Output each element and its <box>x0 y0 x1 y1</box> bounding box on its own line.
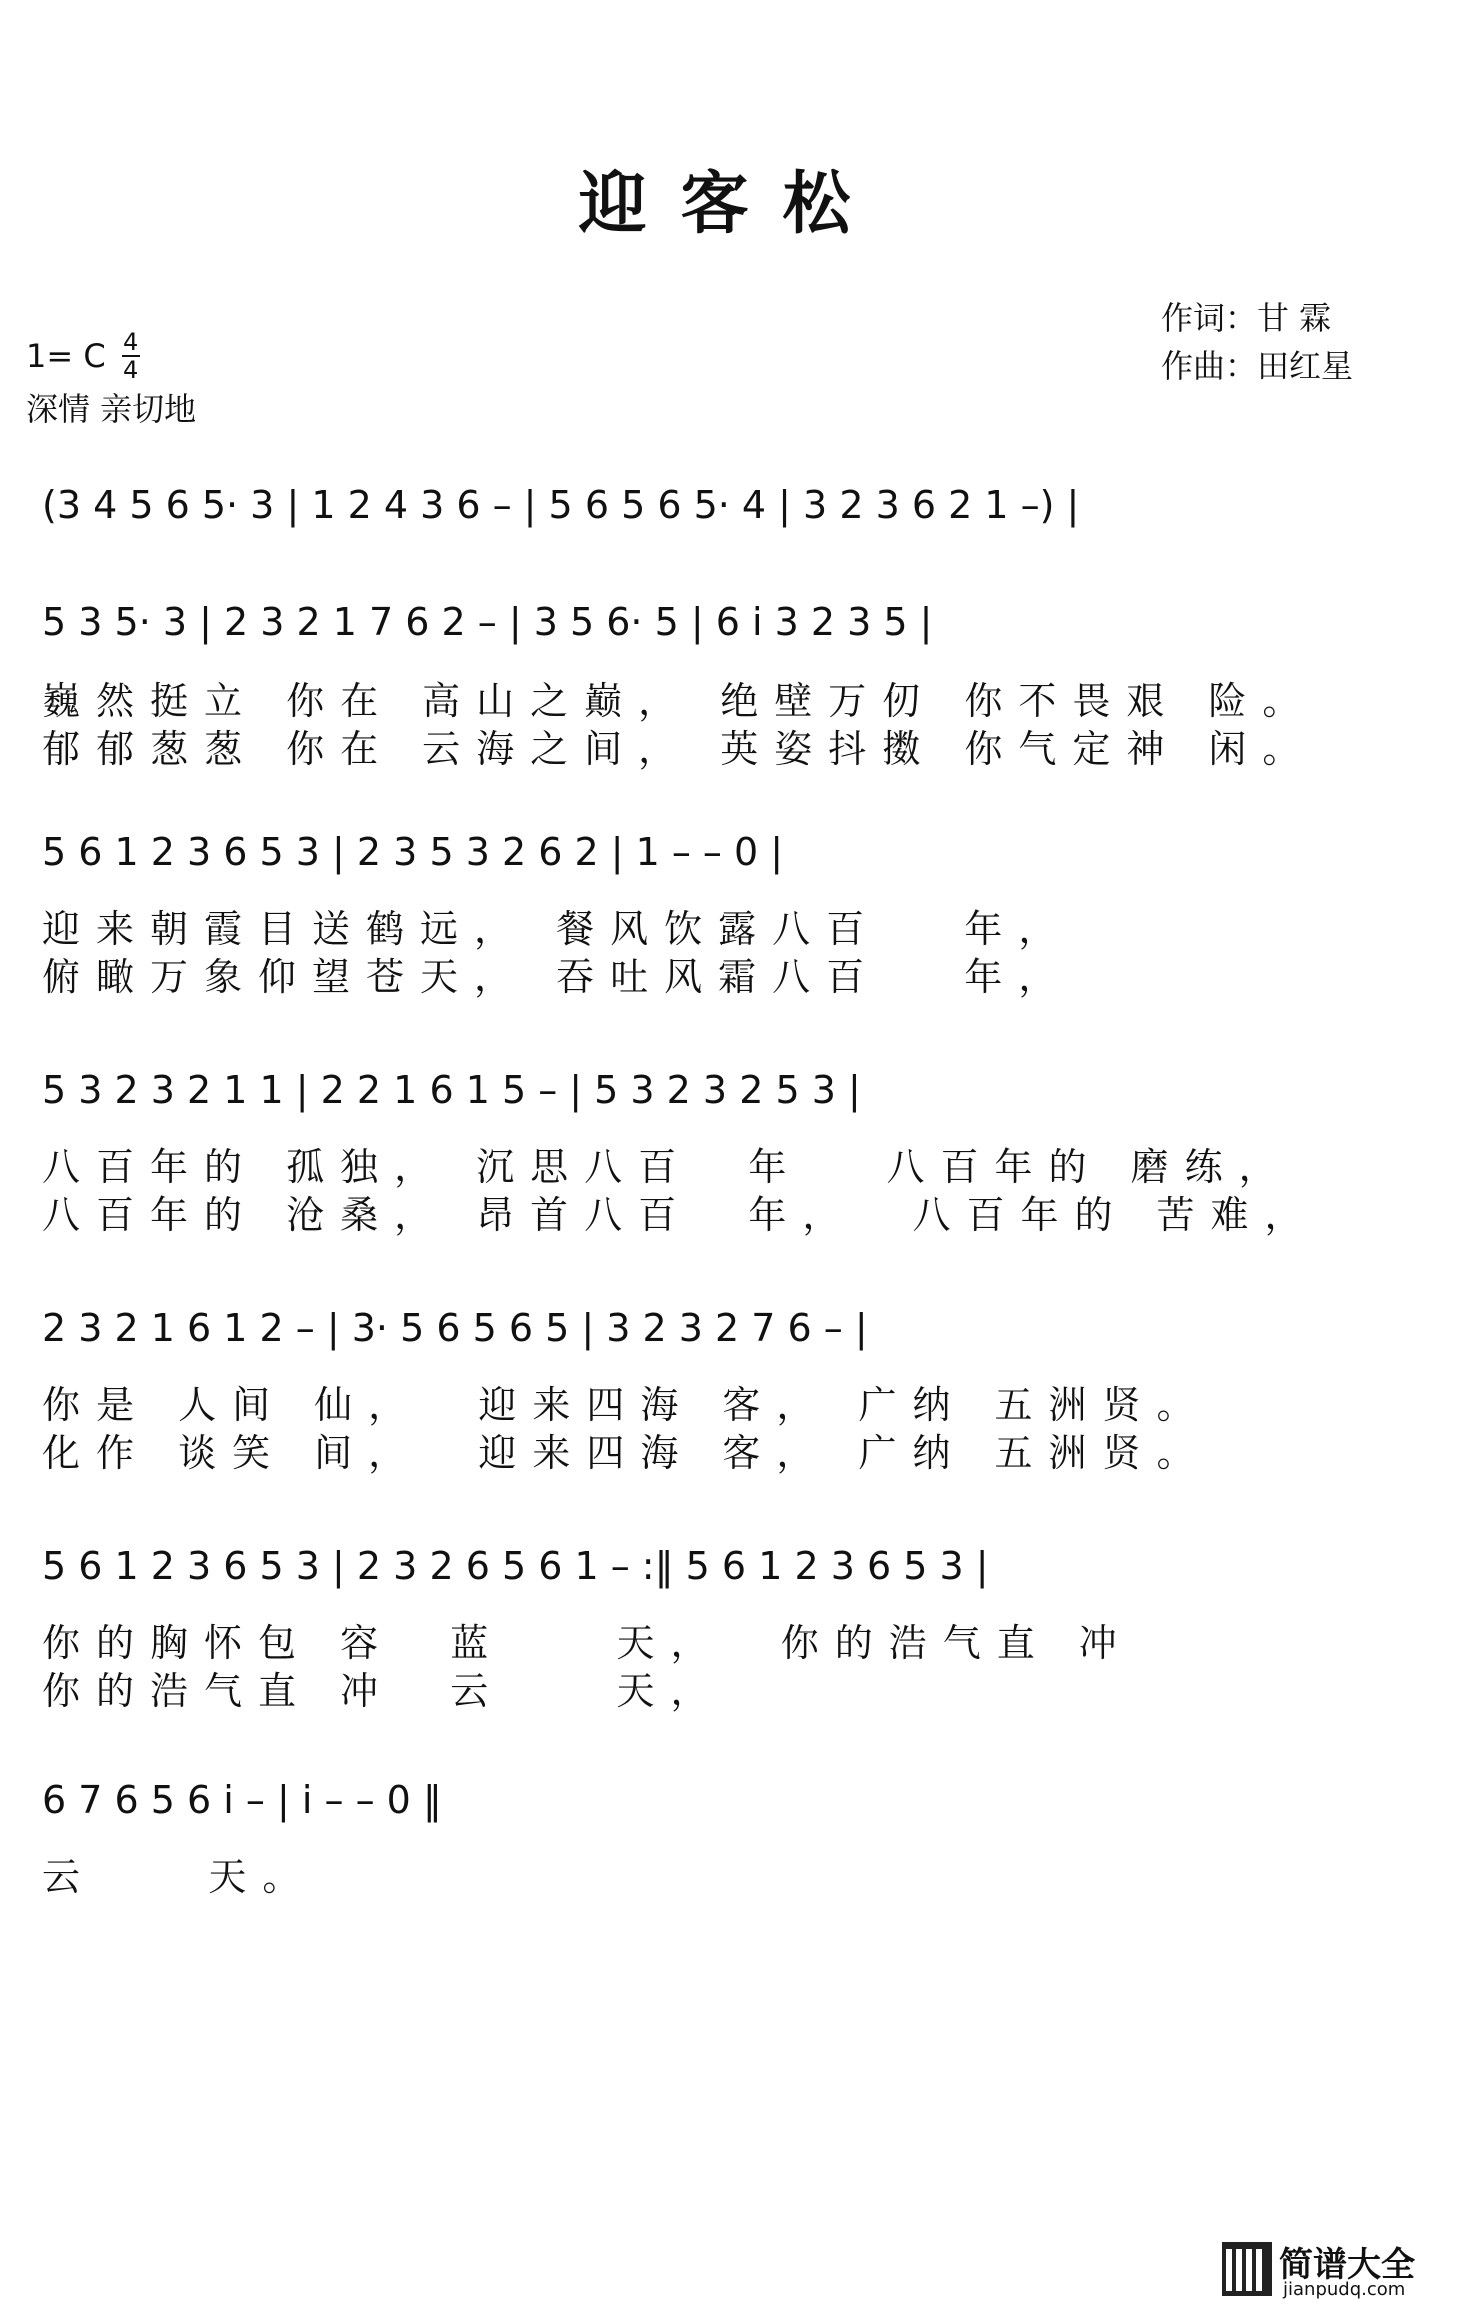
key: 1= C <box>26 337 106 375</box>
notes-line: 5 6 1 2 3 6 5 3 | 2 3 2 6 5 6 1 – :‖ 5 6 1 2 3 6 5 3 | <box>42 1544 989 1588</box>
lyrics-verse-1: 巍然挺立 你在 高山之巅， 绝壁万仞 你不畏艰 险。 <box>42 679 1317 723</box>
notes-line: 6 7 6 5 6 i – | i – – 0 ‖ <box>42 1778 442 1822</box>
lyrics-verse-2: 郁郁葱葱 你在 云海之间， 英姿抖擞 你气定神 闲。 <box>42 727 1317 771</box>
lyrics-verse-1: 迎来朝霞目送鹤远， 餐风饮露八百 年， <box>42 907 1073 951</box>
notes-line: 5 3 2 3 2 1 1 | 2 2 1 6 1 5 – | 5 3 2 3 2 5 3 | <box>42 1068 861 1112</box>
lyrics-verse-2: 八百年的 沧桑， 昂首八百 年， 八百年的 苦难， <box>42 1193 1319 1237</box>
tempo-marking: 深情 亲切地 <box>26 390 197 428</box>
key-signature <box>26 330 140 382</box>
song-title: 迎客松 <box>578 164 885 244</box>
watermark-url: jianpudq.com <box>1283 2279 1406 2300</box>
time-signature <box>122 330 140 382</box>
notes-line: 2 3 2 1 6 1 2 – | 3· 5 6 5 6 5 | 3 2 3 2 7 6 – | <box>42 1306 868 1350</box>
credits <box>1161 294 1353 390</box>
notes-line: (3 4 5 6 5· 3 | 1 2 4 3 6 – | 5 6 5 6 5· 4 | 3 2 3 6 2 1 –) | <box>42 483 1080 527</box>
lyrics-verse-1: 你的胸怀包 容 蓝 天， 你的浩气直 冲 <box>42 1621 1133 1665</box>
notes-line: 5 3 5· 3 | 2 3 2 1 7 6 2 – | 3 5 6· 5 | 6 i 3 2 3 5 | <box>42 600 933 644</box>
lyrics-verse-2: 化作 谈笑 间， 迎来四海 客， 广纳 五洲贤。 <box>42 1431 1211 1475</box>
score-system-3 <box>0 822 1463 1052</box>
time-top: 4 <box>123 328 139 356</box>
composer: 作曲：田红星 <box>1160 347 1353 385</box>
score-system-7 <box>0 1770 1463 2000</box>
lyrics-verse-2: 俯瞰万象仰望苍天， 吞吐风霜八百 年， <box>42 955 1073 999</box>
score-system-6 <box>0 1536 1463 1766</box>
lyricist: 作词：甘 霖 <box>1160 299 1332 337</box>
score-system-5 <box>0 1298 1463 1528</box>
lyrics-verse-1: 你是 人间 仙， 迎来四海 客， 广纳 五洲贤。 <box>42 1383 1211 1427</box>
score-system-4 <box>0 1060 1463 1290</box>
lyrics-verse-1: 云 天。 <box>42 1855 317 1899</box>
watermark-name: 简谱大全 <box>1279 2245 1415 2285</box>
piano-logo-icon <box>1221 2241 1273 2297</box>
notes-line: 5 6 1 2 3 6 5 3 | 2 3 5 3 2 6 2 | 1 – – 0 | <box>42 830 784 874</box>
lyrics-verse-1: 八百年的 孤独， 沉思八百 年 八百年的 磨练， <box>42 1145 1293 1189</box>
score-system-2 <box>0 592 1463 822</box>
time-bottom: 4 <box>123 356 139 384</box>
lyrics-verse-2: 你的浩气直 冲 云 天， <box>42 1669 725 1713</box>
watermark <box>1221 2237 1451 2301</box>
